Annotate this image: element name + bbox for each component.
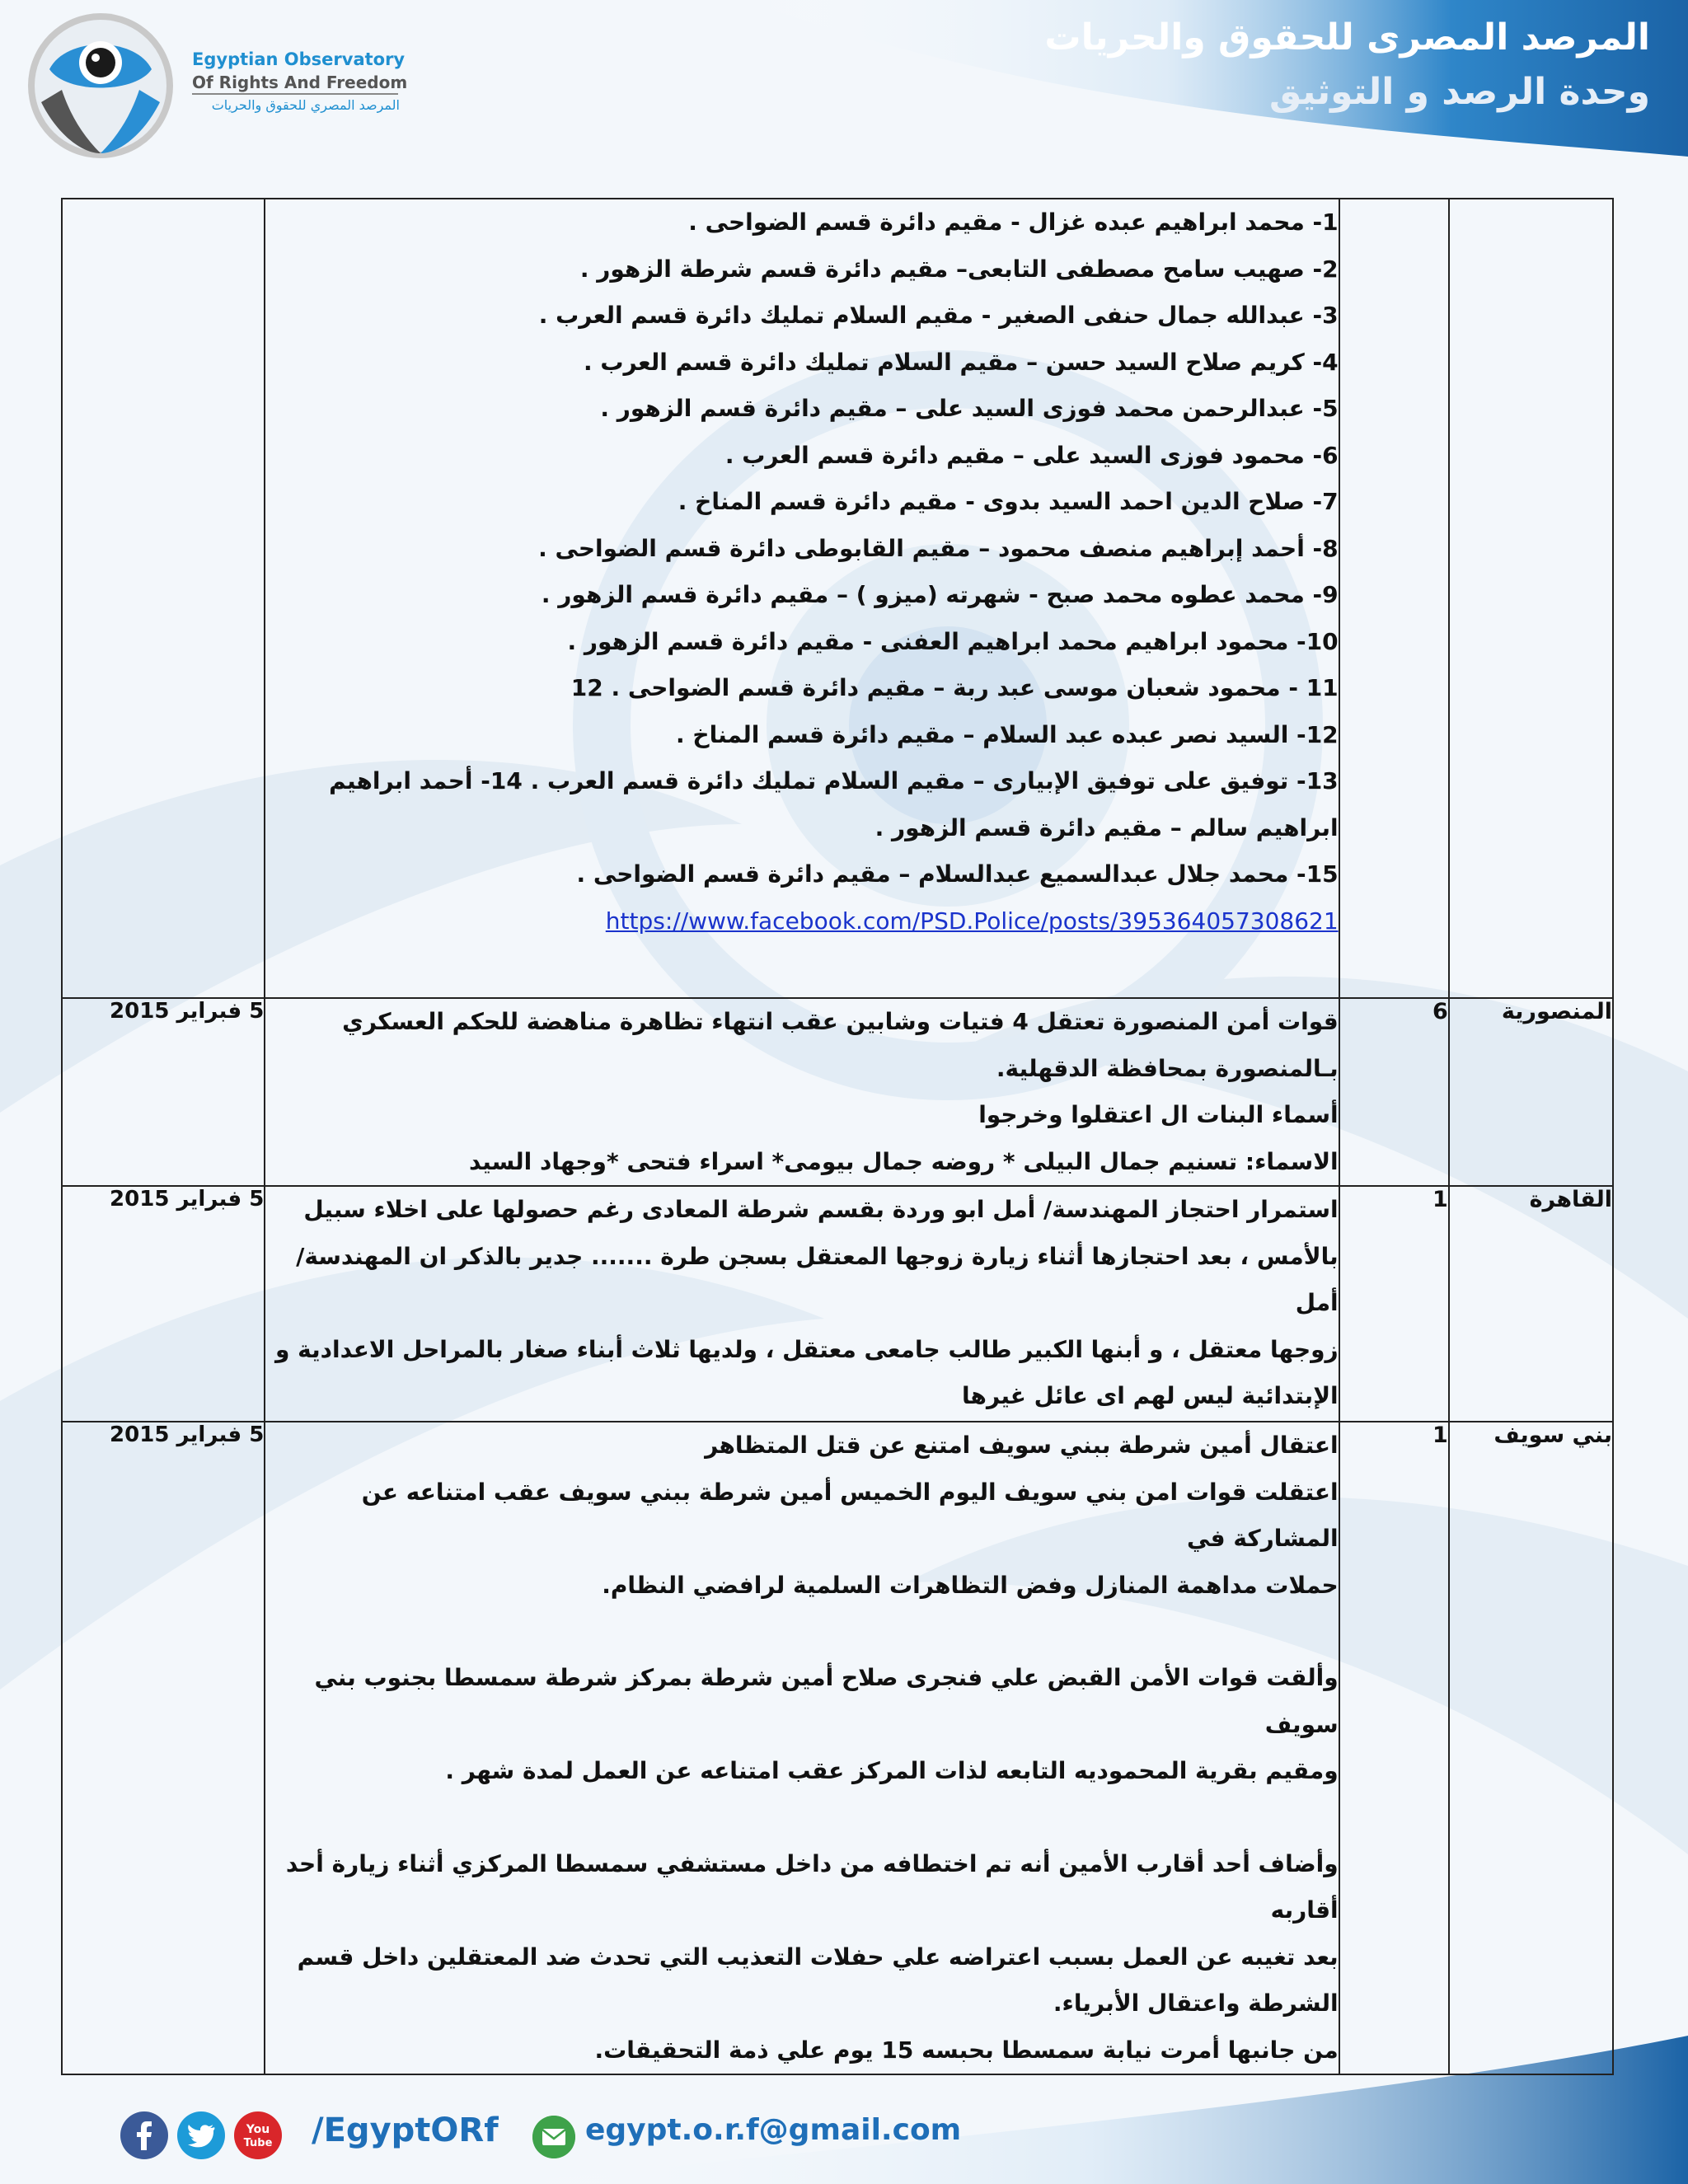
logo-text-english-1: Egyptian Observatory (192, 49, 406, 69)
details-line: من جانبها أمرت نيابة سمسطا بحبسه 15 يوم علي ذمة التحقيقات. (594, 2036, 1339, 2064)
details-line: بالأمس ، بعد احتجازها أثناء زيارة زوجها المعتقل بسجن طرة ....... جدير بالذكر ان المهندسة/ أمل (296, 1242, 1339, 1316)
detainee-line: 7- صلاح الدين احمد السيد بدوى - مقيم دائرة قسم المناخ . (678, 488, 1339, 515)
details-line: اعتقلت قوات امن بني سويف اليوم الخميس أمين شرطة ببني سويف عقب امتناعه عن المشاركة في (361, 1478, 1339, 1552)
details-line: بـالمنصورة بمحافظة الدقهلية. (996, 1054, 1339, 1082)
governorate-cell: بني سويف (1449, 1422, 1613, 2074)
details-line: وأضاف أحد أقارب الأمين أنه تم اختطافه من داخل مستشفي سمسطا المركزي أثناء زيارة أحد أقاربه (285, 1849, 1339, 1924)
detainee-line: 9- محمد عطوه محمد صبح - شهرته (ميزو ) – مقيم دائرة قسم الزهور . (541, 581, 1339, 608)
youtube-label-1: You (246, 2123, 270, 2136)
details-line: بعد تغيبه عن العمل بسبب اعتراضه علي حفلات التعذيب التي تحدث ضد المعتقلين داخل قسم (297, 1943, 1339, 1971)
twitter-icon[interactable] (176, 2111, 226, 2160)
social-handle[interactable]: /EgyptORf (312, 2111, 499, 2149)
blank-line (265, 1795, 1338, 1841)
details-line: وألقت قوات الأمن القبض علي فنجرى صلاح أمين شرطة بمركز شرطة سمسطا بجنوب بني سويف (314, 1664, 1339, 1738)
details-text (265, 1422, 1338, 2074)
contact-email[interactable]: egypt.o.r.f@gmail.com (585, 2113, 962, 2147)
table-row (62, 199, 1613, 998)
source-link[interactable]: https://www.facebook.com/PSD.Police/posts/395364057308621 (605, 907, 1339, 935)
count-cell (1339, 199, 1449, 998)
details-cell (265, 1422, 1339, 2074)
details-text (265, 1187, 1338, 1420)
details-line: استمرار احتجاز المهندسة/ أمل ابو وردة بقسم شرطة المعادى رغم حصولها على اخلاء سبيل (303, 1196, 1339, 1223)
detainee-line: 15- محمد جلال عبدالسميع عبدالسلام – مقيم دائرة قسم الضواحى . (576, 860, 1339, 888)
count-cell: 1 (1339, 1422, 1449, 2074)
detainee-line: 13- توفيق على توفيق الإبيارى – مقيم السلام تمليك دائرة قسم العرب . 14- أحمد ابراهيم (329, 767, 1339, 794)
details-line: اعتقال أمين شرطة ببني سويف امتنع عن قتل المتظاهر (705, 1432, 1339, 1459)
detainee-line: ابراهيم سالم – مقيم دائرة قسم الزهور . (874, 813, 1339, 841)
youtube-label-2: Tube (243, 2137, 273, 2149)
table-row (62, 998, 1613, 1186)
table-row (62, 1186, 1613, 1422)
blank-line (265, 1609, 1338, 1655)
details-line: الإبتدائية ليس لهم اى عائل غيرها (962, 1382, 1339, 1409)
details-cell (265, 1186, 1339, 1422)
date-cell: 5 فبراير 2015 (62, 1186, 265, 1422)
details-text (265, 199, 1338, 944)
detainee-line: 10- محمود ابراهيم محمد ابراهيم العفنى - مقيم دائرة قسم الزهور . (567, 627, 1339, 655)
logo-text-english-2: Of Rights And Freedom (192, 73, 408, 92)
logo-emblem (25, 12, 181, 160)
header-unit-title: وحدة الرصد و التوثيق (1269, 71, 1650, 113)
details-line: الاسماء: تسنيم جمال البيلى * روضه جمال بيومى* اسراء فتحى *وجهاد السيد (469, 1147, 1339, 1175)
date-cell: 5 فبراير 2015 (62, 998, 265, 1186)
governorate-cell: القاهرة (1449, 1186, 1613, 1422)
details-line: قوات أمن المنصورة تعتقل 4 فتيات وشابين عقب انتهاء تظاهرة مناهضة للحكم العسكري (342, 1008, 1339, 1035)
youtube-icon[interactable] (233, 2111, 283, 2160)
details-line: أسماء البنات ال اعتقلوا وخرجوا (978, 1101, 1339, 1128)
incidents-table (61, 198, 1614, 2075)
date-cell (62, 199, 265, 998)
count-cell: 6 (1339, 998, 1449, 1186)
governorate-cell: المنصورية (1449, 998, 1613, 1186)
logo-text-arabic: المرصد المصري للحقوق والحريات (211, 97, 400, 113)
detainee-line: 5- عبدالرحمن محمد فوزى السيد على – مقيم دائرة قسم الزهور . (600, 395, 1339, 422)
date-cell: 5 فبراير 2015 (62, 1422, 265, 2074)
details-cell (265, 199, 1339, 998)
details-line: زوجها معتقل ، و أبنها الكبير طالب جامعى معتقل ، ولديها ثلاث أبناء صغار بالمراحل الاعدادية و (274, 1335, 1339, 1363)
mail-icon (532, 2116, 575, 2158)
logo-divider (192, 93, 398, 95)
detainee-line: 8- أحمد إبراهيم منصف محمود – مقيم القابوطى دائرة قسم الضواحى . (538, 534, 1339, 562)
detainee-line: 4- كريم صلاح السيد حسن – مقيم السلام تمليك دائرة قسم العرب . (584, 348, 1339, 376)
details-line: الشرطة واعتقال الأبرياء. (1053, 1990, 1339, 2017)
table-row (62, 1422, 1613, 2074)
detainee-line: 12- السيد نصر عبده عبد السلام – مقيم دائرة قسم المناخ . (676, 720, 1339, 748)
details-line: حملات مداهمة المنازل وفض التظاهرات السلمية لرافضي النظام. (602, 1571, 1339, 1599)
detainee-line: 6- محمود فوزى السيد على – مقيم دائرة قسم العرب . (724, 441, 1339, 469)
detainee-line: 2- صهيب سامح مصطفى التابعى– مقيم دائرة قسم شرطة الزهور . (579, 255, 1339, 283)
details-cell (265, 998, 1339, 1186)
facebook-icon[interactable] (120, 2111, 169, 2160)
detainee-line: 3- عبدالله جمال حنفى الصغير - مقيم السلام تمليك دائرة قسم العرب . (538, 302, 1339, 329)
governorate-cell (1449, 199, 1613, 998)
count-cell: 1 (1339, 1186, 1449, 1422)
details-text (265, 999, 1338, 1185)
detainee-line: 1- محمد ابراهيم عبده غزال - مقيم دائرة قسم الضواحى . (688, 209, 1339, 236)
detainee-line: 11 - محمود شعبان موسى عبد ربة – مقيم دائرة قسم الضواحى . 12 (570, 674, 1339, 701)
header-org-title: المرصد المصرى للحقوق والحريات (1044, 16, 1650, 59)
details-line: ومقيم بقرية المحموديه التابعه لذات المركز عقب امتناعه عن العمل لمدة شهر . (445, 1757, 1339, 1784)
